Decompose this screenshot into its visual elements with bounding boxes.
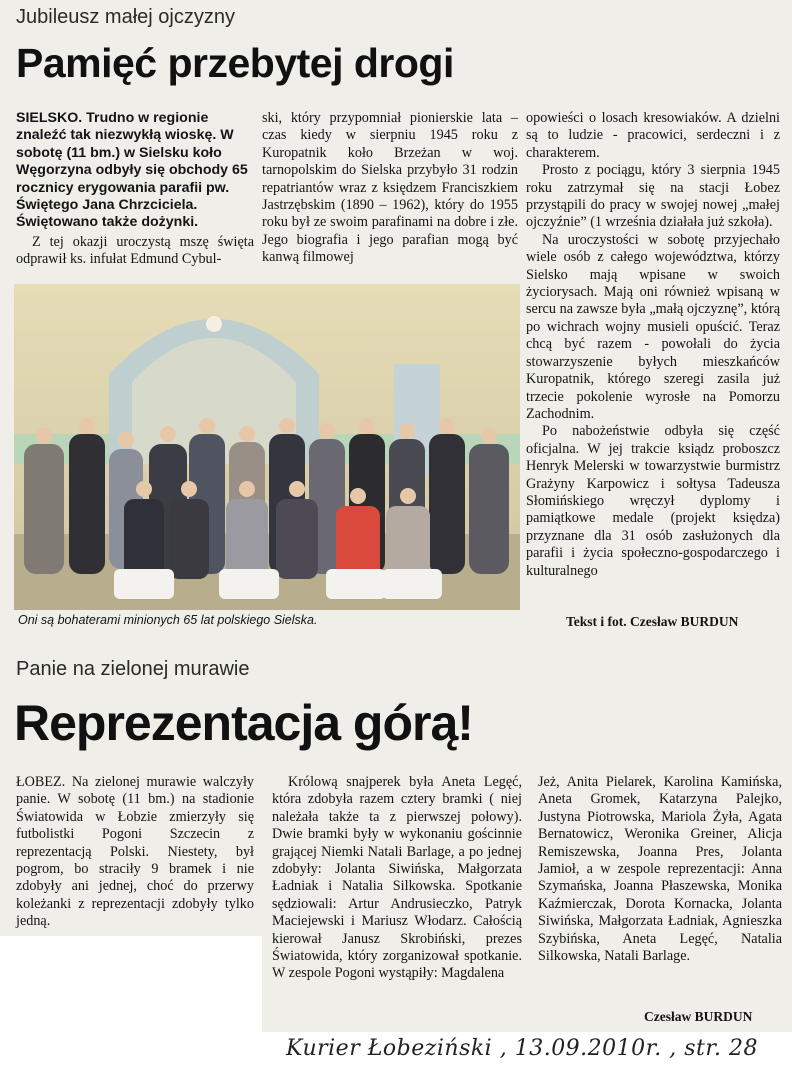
article1-headline: Pamięć przebytej drogi: [16, 40, 454, 86]
article2-column-2: [272, 774, 522, 983]
article2-byline: Czesław BURDUN: [644, 1009, 753, 1024]
article1-kicker: Jubileusz małej ojczyzny: [16, 6, 235, 28]
article1-column-2: [262, 110, 518, 267]
article1-col3-p1: opowieści o losach kresowiaków. A dzielni są to ludzie - pracowici, serdeczni i z charakterem.: [526, 110, 780, 161]
article2-col1-text: ŁOBEZ. Na zielonej murawie walczyły panie. W sobotę (11 bm.) na stadionie Światowida w Łobzie zmierzyły się futbolistki Pogoni Szczecin z reprezentacją Polski. Niestety, był pogrom, bo straciły 9 bramek i nie zdobyły ani jednej, choć do przerwy koleżanki z reprezentacji zdobyły tylko jedną.: [16, 774, 254, 930]
article1-lead: SIELSKO. Trudno w regionie znaleźć tak niezwykłą wioskę. W sobotę (11 bm.) w Sielsku koło Węgorzyna odbyły się obchody 65 rocznicy erygowania parafii pw. Świętego Jana Chrzciciela. Świętowano także dożynki.: [16, 110, 248, 231]
article2-kicker: Panie na zielonej murawie: [16, 658, 250, 680]
article1-column-1: [16, 110, 254, 269]
article2-headline: Reprezentacja górą!: [14, 695, 473, 751]
article1-col3-p4: Po nabożeństwie odbyła się część oficjalna. W jej trakcie ksiądz proboszcz Henryk Melerski w towarzystwie burmistrz Grażyny Karpowicz i sołtysa Tadeusza Słomińskiego wręczył dyplomy i pamiątkowe medale (projekt księdza) przyznane dla 31 osób zasłużonych dla parafii i życia społeczno-gospodarczego i kulturalnego: [526, 423, 780, 579]
photo-caption: Oni są bohaterami minionych 65 lat polskiego Sielska.: [18, 613, 318, 627]
article1-col2-text: ski, który przypomniał pionierskie lata – czas kiedy w sierpniu 1945 roku z Kuropatnik koło Brzeżan w woj. tarnopolskim do Sielska przybyło 31 rodzin repatriantów wraz z księdzem Franciszkiem Jastrzębskim (1890 – 1962), który do 1955 roku był ze swoim parafinami na dobre i złe. Jego biografia i jego parafian mogą być kanwą filmowej: [262, 110, 518, 266]
article2-column-1: [16, 774, 254, 931]
article1-col3-p2: Prosto z pociągu, który 3 sierpnia 1945 roku zatrzymał się na stacji Łobez przystąpili do pracy w swojej nowej „małej ojczyźnie” (1 września działała już szkoła).: [526, 162, 780, 231]
group-photo-illustration: [14, 284, 520, 610]
article2-col3-text: Jeż, Anita Pielarek, Karolina Kamińska, Aneta Gromek, Katarzyna Palejko, Justyna Piotrowska, Mariola Żyła, Agata Bernatowicz, Weronika Greiner, Alicja Remiszewska, Joanna Pres, Jolanta Jamioł, a w zespole reprezentacji: Anna Szymańska, Joanna Płaszewska, Monika Kaźmierczak, Dorota Kornacka, Jolanta Siwińska, Małgorzata Ładniak, Agnieszka Szybińska, Aneta Legęć, Natalia Silkowska, Natali Barlage.: [538, 774, 782, 965]
handwritten-source-note: Kurier Łobeziński , 13.09.2010r. , str. 28: [286, 1036, 758, 1061]
article1-column-3: [526, 110, 780, 580]
article2-column-3: [538, 774, 782, 965]
article1-col1-text: Z tej okazji uroczystą mszę święta odprawił ks. infułat Edmund Cybul-: [16, 233, 254, 268]
article1-byline: Tekst i fot. Czesław BURDUN: [566, 614, 739, 629]
article1-col3-p3: Na uroczystości w sobotę przyjechało wiele osób z całego województwa, którzy Sielsko mają wpisane w swoich życiorysach. Mają oni również wpisaną w sercu na zawsze była „małą ojczyznę”, którą po wichrach wojny musieli opuścić. Teraz chcą być razem - powołali do życia stowarzyszenie byłych mieszkańców Kuropatnik, którego szeregi zasila już trzecie pokolenie wyrosłe na Pomorzu Zachodnim.: [526, 231, 780, 422]
group-photo: [14, 284, 520, 610]
article2-col2-text: Królową snajperek była Aneta Legęć, która zdobyła razem cztery bramki ( niej należała także ta z pierwszej połowy). Dwie bramki były w wykonaniu gościnnie grającej Niemki Natali Barlage, a po jednej zdobyły: Jolanta Siwińska, Małgorzata Ładniak i Natalia Silkowska. Spotkanie sędziowali: Artur Andrusieczko, Patryk Maciejewski i Mariusz Włodarz. Całością kierował Janusz Skrobiński, prezes Światowida, który zorganizował spotkanie. W zespole Pogoni wystąpiły: Magdalena: [272, 774, 522, 982]
